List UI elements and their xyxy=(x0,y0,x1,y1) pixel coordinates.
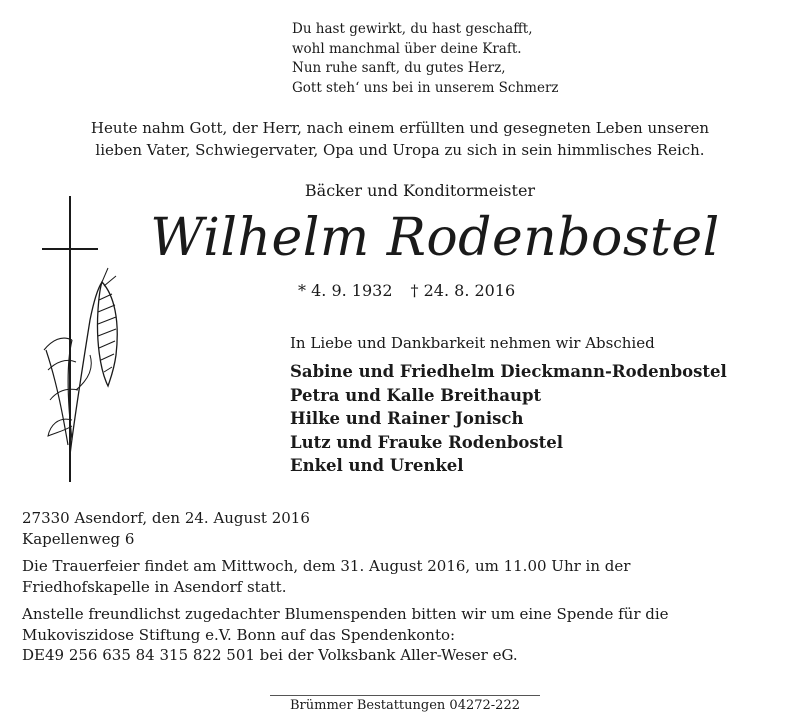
life-dates xyxy=(298,280,515,302)
mourner-entry: Sabine und Friedhelm Dieckmann-Rodenbostel xyxy=(290,362,727,381)
bank-account: DE49 256 635 84 315 822 501 bei der Volksbank Aller-Weser eG. xyxy=(22,646,518,664)
funeral-home-name: Brümmer Bestattungen 04272-222 xyxy=(289,698,520,713)
death-date: † 24. 8. 2016 xyxy=(410,281,516,300)
poem-line: wohl manchmal über deine Kraft. xyxy=(292,40,522,57)
deceased-name: Wilhelm Rodenbostel xyxy=(150,208,720,268)
place-date: 27330 Asendorf, den 24. August 2016 xyxy=(22,509,310,527)
poem-line: Gott steh‘ uns bei in unserem Schmerz xyxy=(292,79,559,96)
street-address: Kapellenweg 6 xyxy=(22,529,135,548)
mourner-entry: Petra und Kalle Breithaupt xyxy=(290,385,542,405)
funeral-home-footer xyxy=(270,695,540,715)
donation-line: Anstelle freundlichst zugedachter Blumenspenden bitten wir um eine Spende für die xyxy=(22,605,669,623)
donation-info xyxy=(22,604,782,666)
funeral-service-info xyxy=(22,556,782,597)
service-line: Die Trauerfeier findet am Mittwoch, dem 31. August 2016, um 11.00 Uhr in der xyxy=(22,557,631,575)
profession: Bäcker und Konditormeister xyxy=(304,181,536,200)
intro-line: lieben Vater, Schwiegervater, Opa und Uropa zu sich in sein himmlisches Reich. xyxy=(95,141,705,159)
mourner-entry: Lutz und Frauke Rodenbostel xyxy=(290,432,564,452)
poem-line: Nun ruhe sanft, du gutes Herz, xyxy=(292,60,506,77)
service-line: Friedhofskapelle in Asendorf statt. xyxy=(22,577,287,596)
intro-text xyxy=(40,117,760,161)
mourner-entry: Hilke und Rainer Jonisch xyxy=(290,409,524,428)
farewell-text: In Liebe und Dankbarkeit nehmen wir Abschied xyxy=(290,334,655,352)
birth-date: * 4. 9. 1932 xyxy=(298,281,393,300)
donation-line: Mukoviszidose Stiftung e.V. Bonn auf das Spendenkonto: xyxy=(22,625,456,644)
mourners-list xyxy=(290,360,727,478)
cross-with-wheat-icon xyxy=(28,190,138,494)
address-block xyxy=(22,508,782,549)
mourner-entry: Enkel und Urenkel xyxy=(290,456,464,475)
poem xyxy=(292,20,559,98)
poem-line: Du hast gewirkt, du hast geschafft, xyxy=(292,21,533,37)
intro-line: Heute nahm Gott, der Herr, nach einem erfüllten und gesegneten Leben unseren xyxy=(90,119,710,137)
